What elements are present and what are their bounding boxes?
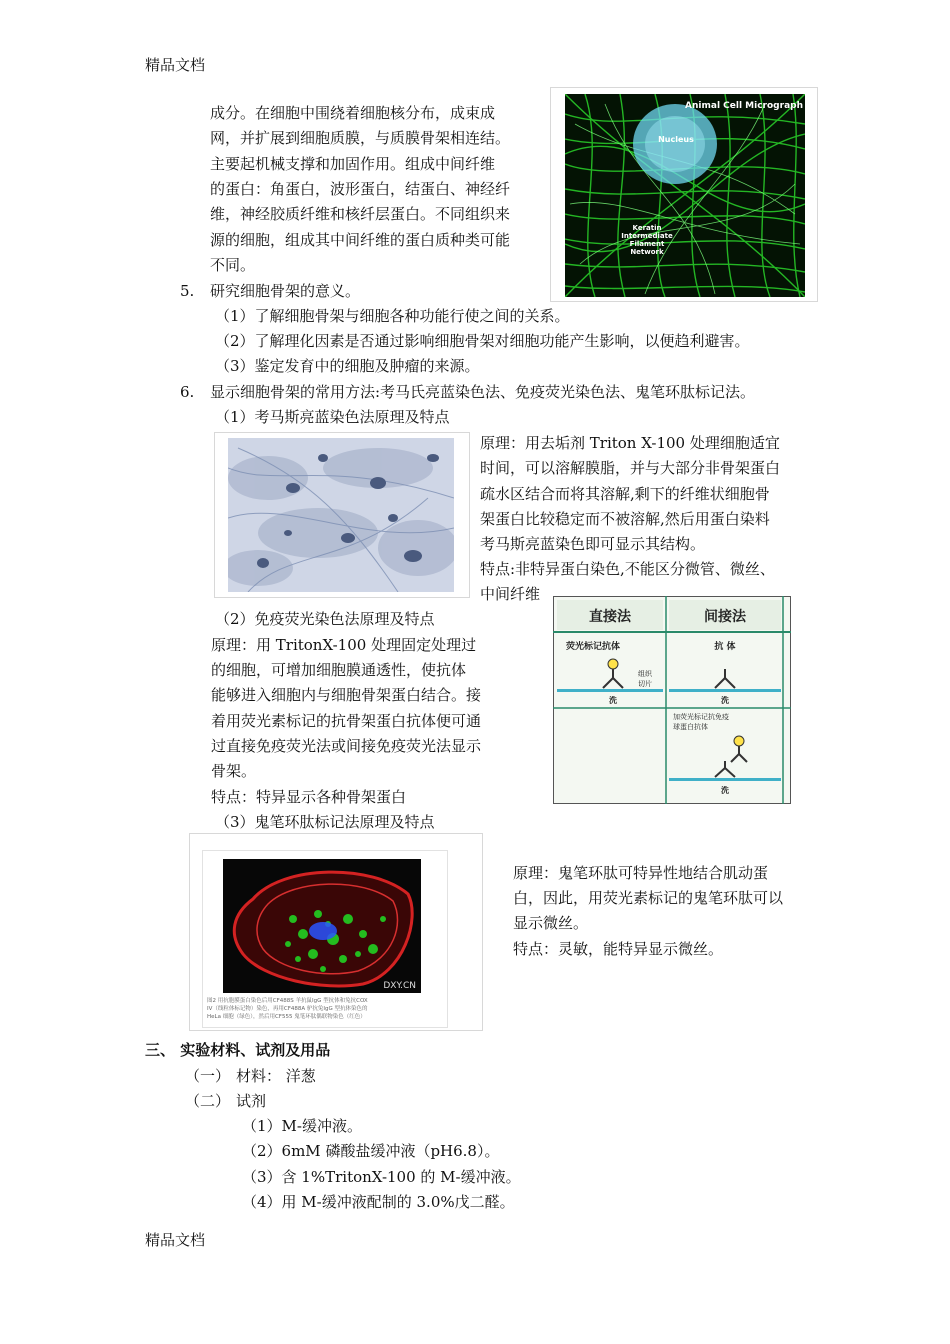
materials-number: （一） — [185, 1067, 231, 1085]
section5-item: （2）了解理化因素是否通过影响细胞骨架对细胞功能产生影响，以便趋利避害。 — [215, 332, 750, 350]
intro-line: 不同。 — [210, 256, 256, 274]
intro-line: 的蛋白：角蛋白，波形蛋白，结蛋白、神经纤 — [210, 180, 511, 198]
method3-line: 原理：鬼笔环肽可特异性地结合肌动蛋 — [513, 864, 769, 882]
method1-line: 架蛋白比较稳定而不被溶解,然后用蛋白染料 — [480, 510, 770, 528]
method2-line: 骨架。 — [211, 762, 257, 780]
diagram-col-direct: 直接法 — [589, 609, 631, 625]
keratin-micrograph-frame — [550, 87, 818, 302]
intro-line: 成分。在细胞中围绕着细胞核分布，成束成 — [210, 104, 496, 122]
method3-title: （3）鬼笔环肽标记法原理及特点 — [215, 813, 435, 831]
method2-line: 过直接免疫荧光法或间接免疫荧光法显示 — [211, 737, 482, 755]
method2-line: 着用荧光素标记的抗骨架蛋白抗体便可通 — [211, 712, 482, 730]
micrograph-title: Animal Cell Micrograph — [685, 101, 803, 111]
method2-feature: 特点：特异显示各种骨架蛋白 — [211, 788, 407, 806]
section5-number: 5. — [180, 282, 195, 300]
reagent-item: （1）M-缓冲液。 — [242, 1117, 362, 1135]
coomassie-image-frame — [214, 432, 470, 598]
intro-line: 主要起机械支撑和加固作用。组成中间纤维 — [210, 155, 496, 173]
image-caption-line: HeLa 细胞（绿色），然后用CF555 鬼笔环肽偶联物染色（红色） — [207, 1014, 366, 1020]
network-label-3: Filament — [629, 240, 665, 248]
diagram-cell-antibody: 抗 体 — [714, 642, 736, 652]
keratin-micrograph — [565, 94, 805, 297]
method3-line: 显示微丝。 — [513, 914, 589, 932]
diagram-lower-label-2: 球蛋白抗体 — [673, 723, 708, 731]
phalloidin-fluorescence-image — [223, 859, 421, 993]
method1-line: 时间，可以溶解膜脂，并与大部分非骨架蛋白 — [480, 459, 781, 477]
section6-number: 6. — [180, 383, 195, 401]
method2-line: 能够进入细胞内与细胞骨架蛋白结合。接 — [211, 686, 482, 704]
diagram-side-label-1: 组织 — [638, 670, 652, 678]
page-header: 精品文档 — [145, 56, 206, 74]
nucleus-label: Nucleus — [658, 135, 694, 144]
method1-line: 考马斯亮蓝染色即可显示其结构。 — [480, 535, 706, 553]
image-caption-line: IV（线粒体标记物）染色，再用CF488A 驴抗兔IgG 型抗体染色的 — [207, 1006, 368, 1012]
method3-feature: 特点：灵敏，能特异显示微丝。 — [513, 940, 724, 958]
diagram-wash-indirect-2: 洗 — [721, 785, 729, 795]
network-label-1: Keratin — [632, 224, 662, 232]
section6-title: 显示细胞骨架的常用方法:考马氏亮蓝染色法、免疫荧光染色法、鬼笔环肽标记法。 — [210, 383, 756, 401]
page-footer: 精品文档 — [145, 1231, 206, 1249]
section5-item: （3）鉴定发育中的细胞及肿瘤的来源。 — [215, 357, 480, 375]
method1-feature: 中间纤维 — [480, 585, 541, 603]
method1-feature: 特点:非特异蛋白染色,不能区分微管、微丝、 — [480, 560, 775, 578]
intro-line: 源的细胞，组成其中间纤维的蛋白质种类可能 — [210, 231, 511, 249]
coomassie-stain-image — [228, 438, 454, 592]
method1-title: （1）考马斯亮蓝染色法原理及特点 — [215, 408, 450, 426]
materials-text: 材料： 洋葱 — [236, 1067, 316, 1085]
reagent-item: （3）含 1%TritonX-100 的 M-缓冲液。 — [242, 1168, 521, 1186]
reagents-title: 试剂 — [236, 1092, 267, 1110]
intro-line: 网，并扩展到细胞质膜，与质膜骨架相连结。 — [210, 129, 511, 147]
diagram-cell-labeled-antibody: 荧光标记抗体 — [565, 642, 621, 652]
section5-title: 研究细胞骨架的意义。 — [210, 282, 361, 300]
reagent-item: （4）用 M-缓冲液配制的 3.0%戊二醛。 — [242, 1193, 515, 1211]
phalloidin-image-frame — [189, 833, 483, 1031]
diagram-wash-direct: 洗 — [609, 695, 617, 705]
network-label-2: Intermediate — [621, 232, 673, 240]
network-label-4: Network — [630, 248, 664, 256]
method2-line: 原理：用 TritonX-100 处理固定处理过 — [211, 636, 477, 654]
diagram-side-label-2: 切片 — [638, 680, 652, 688]
method1-line: 疏水区结合而将其溶解,剩下的纤维状细胞骨 — [480, 485, 770, 503]
section5-item: （1）了解细胞骨架与细胞各种功能行使之间的关系。 — [215, 307, 570, 325]
immunofluorescence-diagram — [553, 596, 791, 804]
diagram-wash-indirect-1: 洗 — [721, 695, 729, 705]
reagent-item: （2）6mM 磷酸盐缓冲液（pH6.8）。 — [242, 1142, 500, 1160]
reagents-number: （二） — [185, 1092, 231, 1110]
method2-title: （2）免疫荧光染色法原理及特点 — [215, 610, 435, 628]
image-caption-line: 图2 用抗胞膜蛋白染色后用CF488S 羊抗鼠IgG 型抗体和兔抗COX — [207, 998, 368, 1004]
intro-line: 维，神经胶质纤维和核纤层蛋白。不同组织来 — [210, 205, 511, 223]
diagram-lower-label-1: 加荧光标记抗免疫 — [673, 713, 729, 721]
image-watermark: DXY.CN — [383, 981, 416, 991]
diagram-col-indirect: 间接法 — [704, 609, 746, 625]
method3-line: 白，因此，用荧光素标记的鬼笔环肽可以 — [513, 889, 784, 907]
method2-line: 的细胞，可增加细胞膜通透性，使抗体 — [211, 661, 467, 679]
method1-line: 原理：用去垢剂 Triton X-100 处理细胞适宜 — [480, 434, 780, 452]
section3-heading: 三、 实验材料、试剂及用品 — [145, 1041, 331, 1059]
